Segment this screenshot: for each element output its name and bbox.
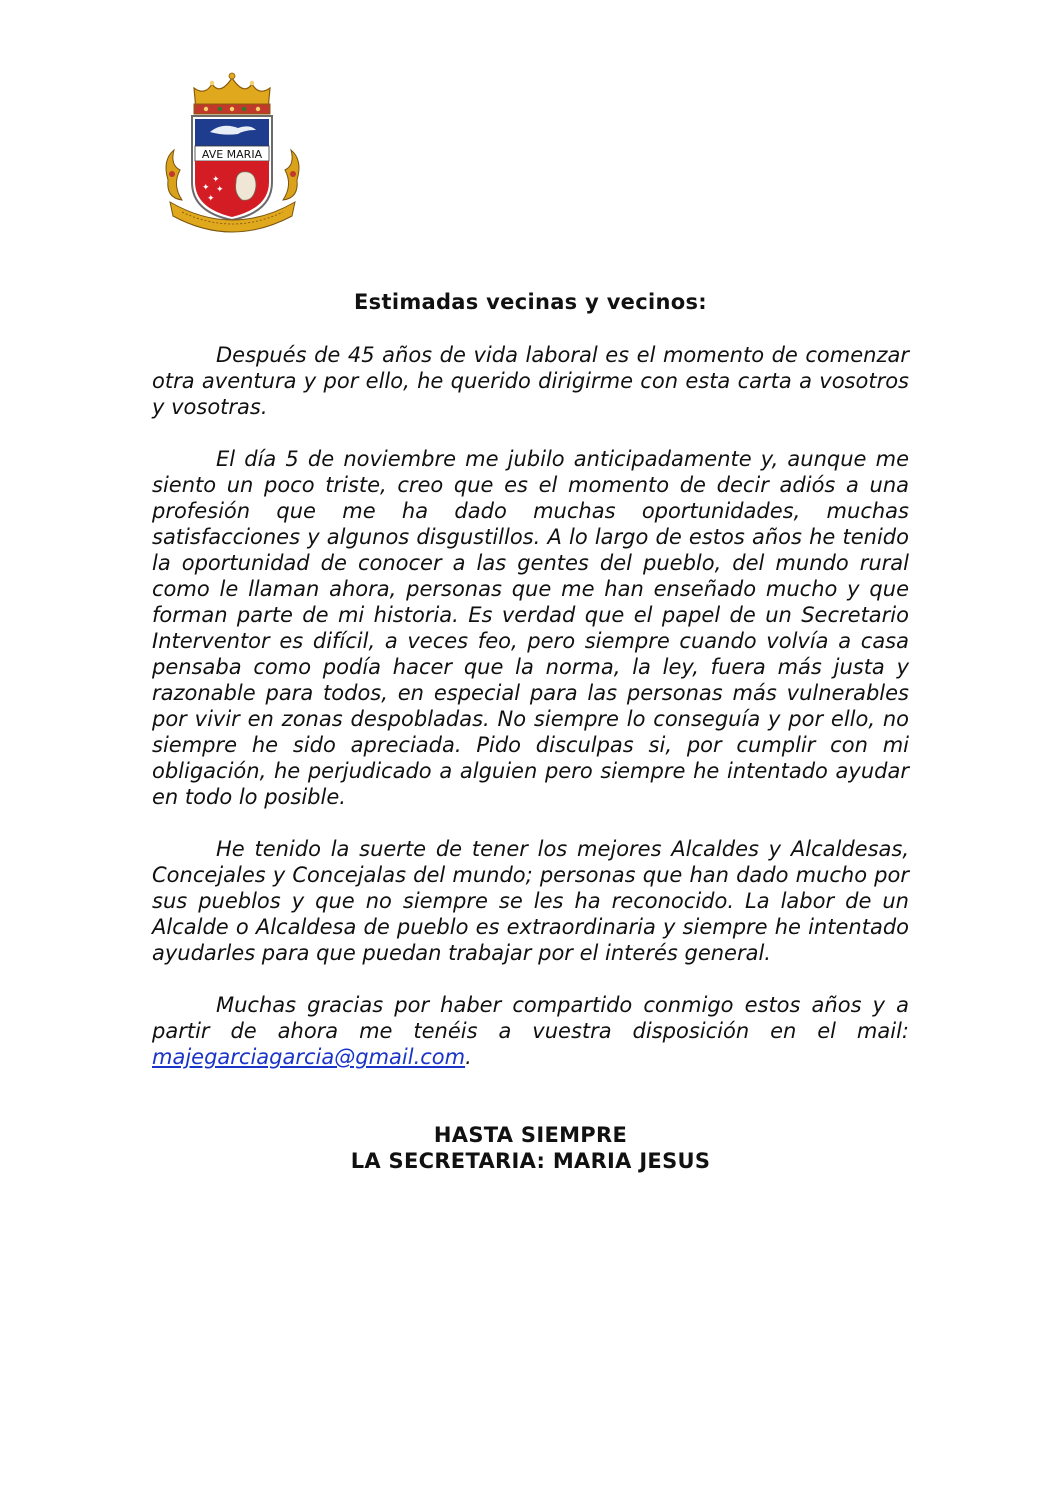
crest-motto: AVE MARIA (201, 148, 263, 161)
municipal-coat-of-arms (160, 70, 305, 235)
letter-greeting: Estimadas vecinas y vecinos: (354, 290, 707, 314)
paragraph-mayors: He tenido la suerte de tener los mejores Alcaldes y Alcaldesas, Concejales y Concejalas del mundo; personas que han dado mucho por sus pueblos y que no siempre se les ha reconocido. La labor de un Alcalde o Alcaldesa de pueblo es extraordinaria y siempre he intentado ayudarles para que puedan trabajar por el interés general. (152, 837, 909, 965)
svg-text:✦: ✦ (212, 175, 220, 185)
ornament-right (283, 150, 299, 200)
svg-text:✦: ✦ (216, 185, 224, 195)
shield (192, 116, 272, 220)
closing-signature: LA SECRETARIA: MARIA JESUS (350, 1149, 711, 1173)
svg-text:✦: ✦ (207, 194, 215, 204)
letter-body (152, 342, 909, 1096)
paragraph-intro: Después de 45 años de vida laboral es el momento de comenzar otra aventura y por ello, he querido dirigirme con esta carta a vosotros y vosotras. (152, 343, 909, 419)
closing-farewell: HASTA SIEMPRE (433, 1123, 628, 1147)
paragraph-thanks (152, 992, 909, 1070)
email-link[interactable]: majegarciagarcia@gmail.com (152, 1045, 466, 1069)
thanks-suffix: . (465, 1045, 472, 1069)
ornament-left (166, 150, 182, 200)
letter-closing (152, 1122, 909, 1174)
svg-text:✦: ✦ (202, 183, 210, 193)
crown-icon (194, 73, 270, 114)
paragraph-retirement: El día 5 de noviembre me jubilo anticipadamente y, aunque me siento un poco triste, creo que es el momento de decir adiós a una profesión que me ha dado muchas oportunidades, muchas satisfacciones y algunos disgustillos. A lo largo de estos años he tenido la oportunidad de conocer a las gentes del pueblo, del mundo rural como le llaman ahora, personas que me han enseñado mucho y que forman parte de mi historia. Es verdad que el papel de un Secretario Interventor es difícil, a veces feo, pero siempre cuando volvía a casa pensaba como podía hacer que la norma, la ley, fuera más justa y razonable para todos, en especial para las personas más vulnerables por vivir en zonas despobladas. No siempre lo conseguía y por ello, no siempre he sido apreciada. Pido disculpas si, por cumplir con mi obligación, he perjudicado a alguien pero siempre he intentado ayudar en todo lo posible. (152, 447, 909, 809)
thanks-text: Muchas gracias por haber compartido conmigo estos años y a partir de ahora me tenéis a vuestra disposición en el mail: (152, 993, 909, 1043)
